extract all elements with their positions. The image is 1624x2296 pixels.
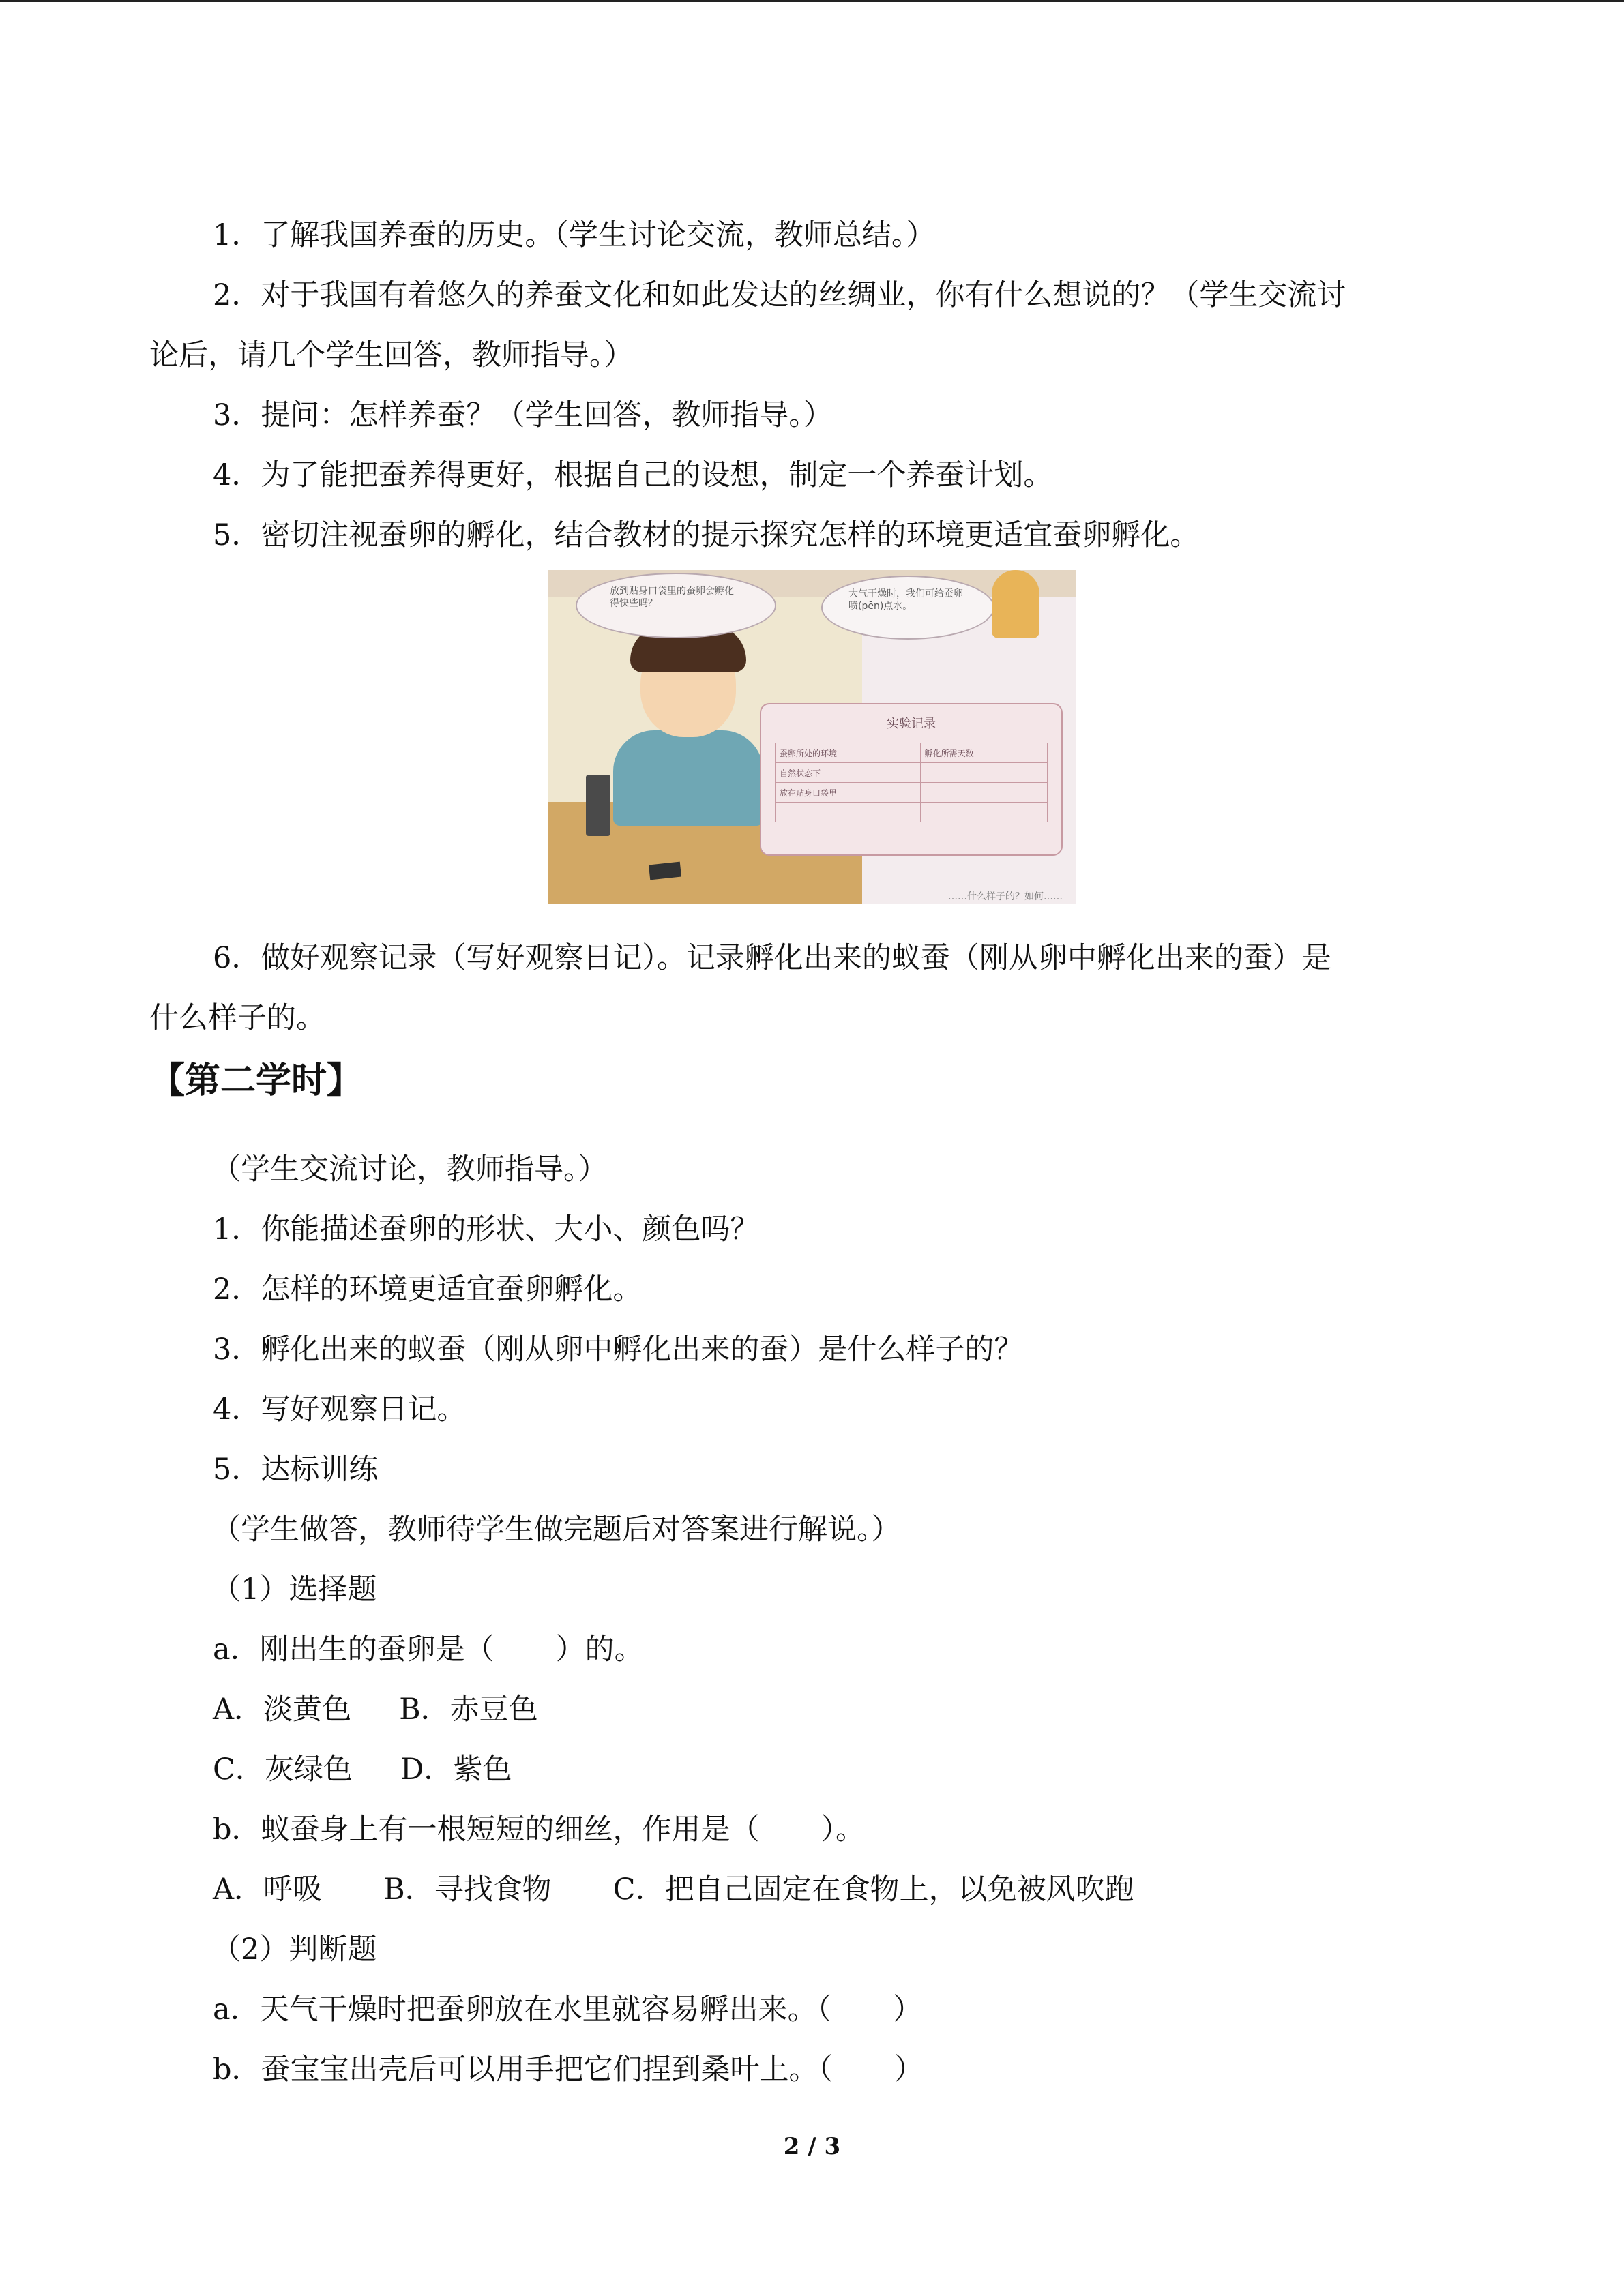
illus-chair <box>586 775 610 836</box>
choice-title: （1）选择题 <box>211 1572 377 1607</box>
option-b: B．赤豆色 <box>399 1693 538 1727</box>
question-a-suffix: ）的。 <box>555 1632 644 1667</box>
illus-cell-empty <box>776 803 921 822</box>
illus-cell-empty <box>920 763 1047 783</box>
question-a-options-row2 <box>213 1750 512 1789</box>
item-6-cont: 什么样子的。 <box>149 1001 325 1035</box>
item-2-cont: 论后，请几个学生回答，教师指导。） <box>149 338 634 372</box>
question-b-options <box>213 1870 1134 1909</box>
item-6: 6．做好观察记录（写好观察日记）。记录孵化出来的蚁蚕（刚从卵中孵化出来的蚕）是 <box>213 941 1331 975</box>
option-a: A．淡黄色 <box>213 1693 352 1727</box>
option-c: C．灰绿色 <box>213 1753 353 1787</box>
illus-record-table <box>760 703 1063 856</box>
s2-item-1: 1．你能描述蚕卵的形状、大小、颜色吗？ <box>213 1212 760 1247</box>
judge-b <box>213 2051 924 2089</box>
item-5: 5．密切注视蚕卵的孵化，结合教材的提示探究怎样的环境更适宜蚕卵孵化。 <box>213 518 1200 552</box>
item-3: 3．提问：怎样养蚕？（学生回答，教师指导。） <box>213 398 833 432</box>
exercise-note: （学生做答，教师待学生做完题后对答案进行解说。） <box>211 1512 901 1547</box>
illus-cell-empty <box>920 803 1047 822</box>
judge-b-close: ） <box>894 2053 924 2087</box>
item-1: 1．了解我国养蚕的历史。（学生讨论交流，教师总结。） <box>213 218 936 252</box>
question-a-prefix: a．刚出生的蚕卵是（ <box>213 1632 494 1667</box>
illus-cell-empty <box>920 783 1047 803</box>
illus-row-natural: 自然状态下 <box>776 763 921 783</box>
question-a <box>213 1630 644 1669</box>
judge-a-close: ） <box>893 1993 923 2027</box>
illus-col-environment: 蚕卵所处的环境 <box>776 743 921 763</box>
section2-intro: （学生交流讨论，教师指导。） <box>211 1152 608 1187</box>
illus-bottom-text: ……什么样子的？如何…… <box>948 891 1063 902</box>
illus-table-title: 实验记录 <box>887 717 936 731</box>
judge-a-text: a．天气干燥时把蚕卵放在水里就容易孵出来。（ <box>213 1993 832 2027</box>
s2-item-4: 4．写好观察日记。 <box>213 1392 467 1427</box>
question-b <box>213 1810 865 1849</box>
option-a: A．呼吸 <box>213 1873 323 1907</box>
top-border <box>0 0 1624 2</box>
option-b: B．寻找食物 <box>383 1873 552 1907</box>
question-b-prefix: b．蚁蚕身上有一根短短的细丝，作用是（ <box>213 1813 760 1847</box>
section-heading: 【第二学时】 <box>149 1060 363 1101</box>
question-b-suffix: ）。 <box>821 1813 866 1847</box>
item-4: 4．为了能把蚕养得更好，根据自己的设想，制定一个养蚕计划。 <box>213 458 1053 492</box>
illus-row-pocket: 放在贴身口袋里 <box>776 783 921 803</box>
illus-table-grid <box>775 743 1048 822</box>
s2-item-3: 3．孵化出来的蚁蚕（刚从卵中孵化出来的蚕）是什么样子的？ <box>213 1332 1024 1367</box>
judge-b-text: b．蚕宝宝出壳后可以用手把它们捏到桑叶上。（ <box>213 2053 833 2087</box>
s2-item-2: 2．怎样的环境更适宜蚕卵孵化。 <box>213 1272 643 1307</box>
illus-col-days: 孵化所需天数 <box>920 743 1047 763</box>
question-a-options-row1 <box>213 1690 538 1729</box>
option-c: C．把自己固定在食物上，以免被风吹跑 <box>612 1873 1134 1907</box>
illus-bubble-1-text: 放到贴身口袋里的蚕卵会孵化得快些吗？ <box>610 586 734 609</box>
item-2: 2．对于我国有着悠久的养蚕文化和如此发达的丝绸业，你有什么想说的？（学生交流讨 <box>213 278 1346 312</box>
illus-boy-body <box>613 730 763 826</box>
illus-small-figure <box>992 570 1039 638</box>
judge-a <box>213 1991 922 2029</box>
page-number: 2 / 3 <box>783 2133 841 2160</box>
s2-item-5: 5．达标训练 <box>213 1452 379 1487</box>
option-d: D．紫色 <box>400 1753 512 1787</box>
textbook-illustration <box>548 570 1076 904</box>
judge-title: （2）判断题 <box>211 1933 377 1967</box>
illus-bubble-2-text: 大气干燥时，我们可给蚕卵喷(pēn)点水。 <box>848 588 963 612</box>
